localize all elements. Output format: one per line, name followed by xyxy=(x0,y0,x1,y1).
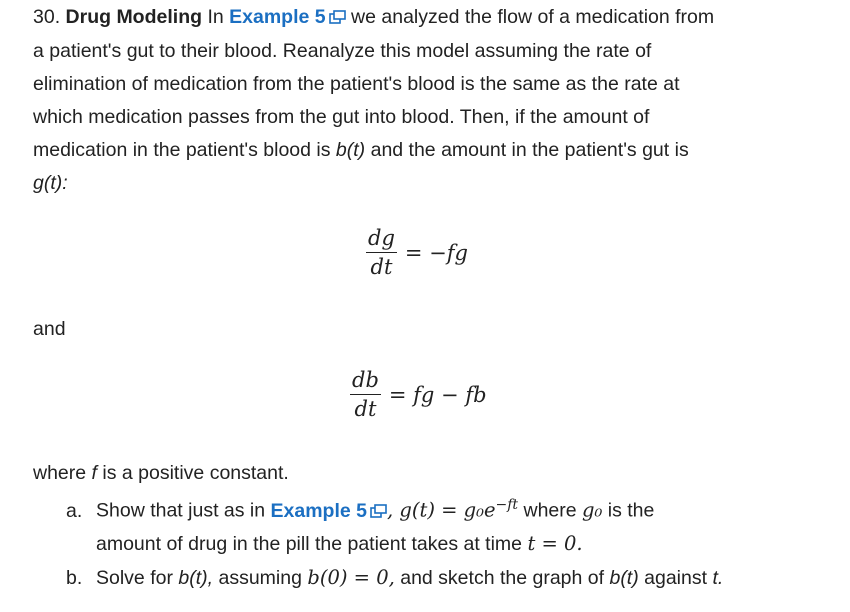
fraction-dg-dt: $\frac{dg}{dt}$ xyxy=(368,226,395,279)
and-text: and xyxy=(33,318,66,340)
part-a-label: a. xyxy=(66,499,83,522)
paragraph-line-3: elimination of medication from the patient's blood is the same as the rate at xyxy=(33,73,680,95)
paragraph-line-5: medication in the patient's blood is b(t) and the amount in the patient's gut is xyxy=(33,139,689,161)
g-of-t: g(t): xyxy=(33,172,68,194)
equation-2-rhs: = fg − fb xyxy=(388,382,487,407)
problem-number: 30. xyxy=(33,6,61,28)
problem-line-1 xyxy=(33,6,714,29)
part-b-label: b. xyxy=(66,567,83,589)
example-5-link[interactable]: Example 5 xyxy=(229,6,345,28)
paragraph-line-1: we analyzed the flow of a medication from xyxy=(351,6,715,28)
equation-dg-dt xyxy=(366,226,468,279)
example-5-link-part-a[interactable]: Example 5 xyxy=(271,500,387,522)
paragraph-line-2: a patient's gut to their blood. Reanalyze this model assuming the rate of xyxy=(33,40,652,62)
part-b-line: b. Solve for b(t), assuming b(0) = 0, and sketch the graph of b(t) against t. xyxy=(66,566,724,589)
b-of-t: b(t) xyxy=(335,139,366,161)
external-link-icon xyxy=(370,504,387,518)
equation-db-dt xyxy=(350,368,487,421)
g-formula-exponent: −ft xyxy=(495,497,519,513)
fraction-db-dt: $\frac{db}{dt}$ xyxy=(352,368,379,421)
external-link-icon xyxy=(329,10,346,24)
g-formula: , g(t) = g₀e xyxy=(387,498,496,522)
part-a-line-2: amount of drug in the pill the patient takes at time t = 0. xyxy=(96,532,583,555)
paragraph-line-4: which medication passes from the gut into blood. Then, if the amount of xyxy=(33,106,650,128)
problem-title: Drug Modeling xyxy=(65,6,203,28)
part-a-line-1: a. Show that just as in Example 5 , $g(t) = g_0e^{-ft}$ where g₀ is the xyxy=(66,497,655,522)
intro-text: In xyxy=(207,6,224,28)
where-line: where f is a positive constant. xyxy=(33,462,289,484)
equation-1-rhs: = −fg xyxy=(404,240,468,265)
